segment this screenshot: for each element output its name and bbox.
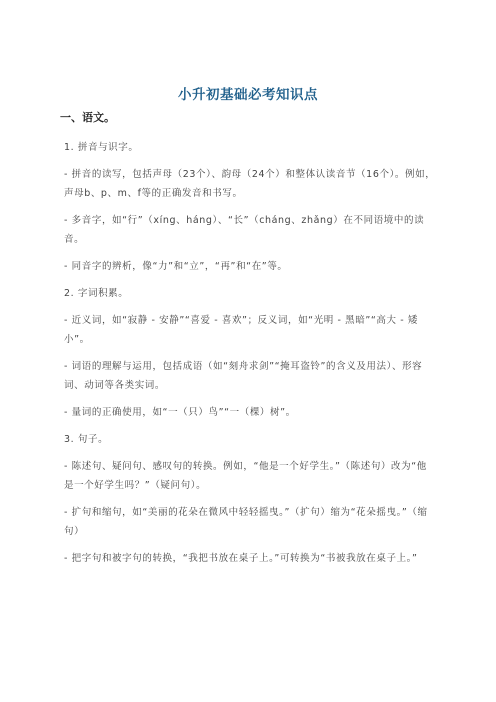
section-heading: 一、语文。 — [60, 111, 115, 124]
paragraph-measure-words: - 量词的正确使用，如“一（只）鸟”“一（棵）树”。 — [64, 407, 296, 418]
paragraph-pinyin-heading: 1. 拼音与识字。 — [64, 142, 139, 153]
page-title: 小升初基础必考知识点 — [178, 87, 318, 103]
paragraph-vocab-heading: 2. 字词积累。 — [64, 288, 129, 299]
paragraph-sentence-types: - 陈述句、疑问句、感叹句的转换。例如，“他是一个好学生。”（陈述句）改为“他是一个好学生吗？”（疑问句）。 — [64, 461, 427, 491]
paragraph-pinyin-rules: - 拼音的读写，包括声母（23个）、韵母（24个）和整体认读音节（16个）。例如，声母b、p、m、f等的正确发音和书写。 — [64, 169, 436, 199]
paragraph-word-usage: - 词语的理解与运用，包括成语（如“刻舟求剑”“掩耳盗铃”的含义及用法）、形容词、动词等各类实词。 — [64, 361, 423, 391]
paragraph-polyphones: - 多音字，如“行”（xíng、háng）、“长”（cháng、zhǎng）在不同语境中的读音。 — [64, 215, 425, 245]
paragraph-sentence-heading: 3. 句子。 — [64, 434, 109, 445]
paragraph-homophones: - 同音字的辨析，像“力”和“立”，“再”和“在”等。 — [64, 261, 288, 272]
paragraph-synonyms: - 近义词，如“寂静 - 安静”“喜爱 - 喜欢”；反义词，如“光明 - 黑暗”“高大 - 矮小”。 — [64, 315, 418, 345]
paragraph-expand-contract: - 扩句和缩句，如“美丽的花朵在微风中轻轻摇曳。”（扩句）缩为“花朵摇曳。”（缩句） — [64, 507, 428, 537]
paragraph-ba-bei: - 把字句和被字句的转换，“我把书放在桌子上。”可转换为“书被我放在桌子上。” — [64, 553, 418, 564]
